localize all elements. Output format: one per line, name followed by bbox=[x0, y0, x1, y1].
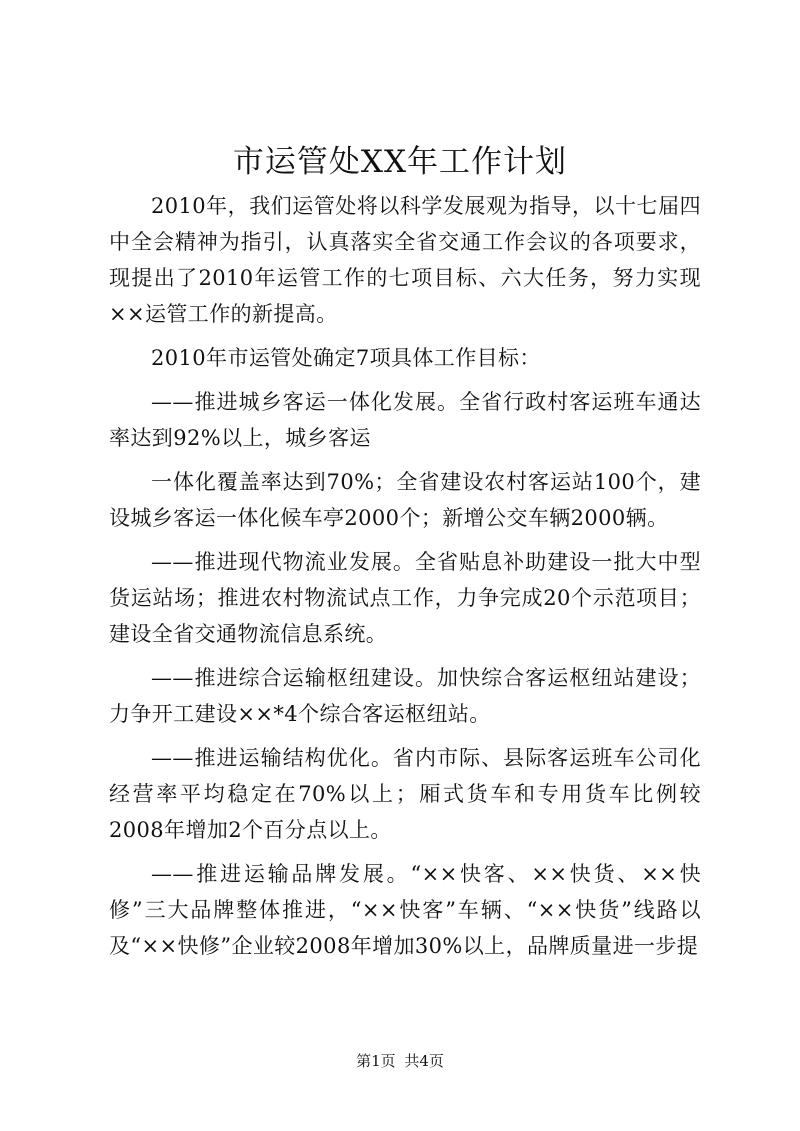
page-number: 第1页 bbox=[356, 1052, 396, 1070]
page-total: 共4页 bbox=[404, 1052, 444, 1070]
paragraph-goal-brand: ——推进运输品牌发展。“××快客、××快货、××快修”三大品牌整体推进，“××快客”车辆、“××快货”线路以及“××快修”企业较2008年增加30%以上，品牌质量进一步提 bbox=[109, 862, 701, 958]
document-title: 市运管处XX年工作计划 bbox=[232, 144, 568, 180]
paragraph-goal-logistics: ——推进现代物流业发展。全省贴息补助建设一批大中型货运站场；推进农村物流试点工作，力争完成20个示范项目；建设全省交通物流信息系统。 bbox=[109, 550, 701, 646]
page-footer bbox=[0, 1051, 800, 1071]
paragraph-goal-hub: ——推进综合运输枢纽建设。加快综合客运枢纽站建设；力争开工建设××*4个综合客运枢纽站。 bbox=[109, 666, 701, 726]
paragraph-goal-urban-rural-cont: 一体化覆盖率达到70%；全省建设农村客运站100个，建设城乡客运一体化候车亭2000个；新增公交车辆2000辆。 bbox=[109, 470, 701, 530]
paragraph-goal-structure: ——推进运输结构优化。省内市际、县际客运班车公司化经营率平均稳定在70%以上；厢式货车和专用货车比例较2008年增加2个百分点以上。 bbox=[109, 746, 701, 842]
paragraph-goal-urban-rural: ——推进城乡客运一体化发展。全省行政村客运班车通达率达到92%以上，城乡客运 bbox=[109, 390, 701, 450]
document-body bbox=[109, 188, 701, 972]
paragraph-intro: 2010年，我们运管处将以科学发展观为指导，以十七届四中全会精神为指引，认真落实全省交通工作会议的各项要求，现提出了2010年运管工作的七项目标、六大任务，努力实现××运管工作的新提高。 bbox=[109, 194, 701, 326]
paragraph-goals-heading: 2010年市运管处确定7项具体工作目标： bbox=[151, 346, 541, 370]
